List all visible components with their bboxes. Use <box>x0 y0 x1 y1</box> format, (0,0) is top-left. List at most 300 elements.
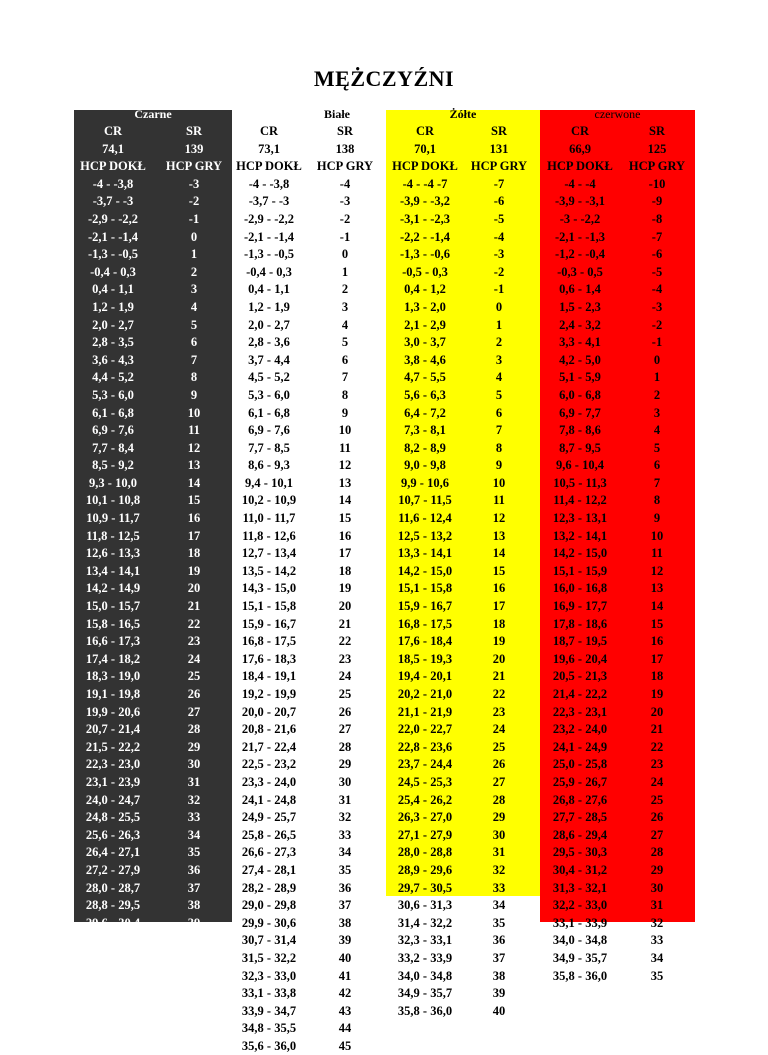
hcp-range-cell: 27,7 - 28,5 <box>552 810 608 825</box>
cr-header: CR <box>570 124 590 138</box>
playing-hcp-cell: 27 <box>187 704 201 719</box>
playing-hcp-cell: 1 <box>495 317 503 332</box>
hcp-range-cell: 24,1 - 24,9 <box>552 739 608 754</box>
hcp-range-cell: 3,7 - 4,4 <box>248 352 290 367</box>
hcp-range-cell: 13,2 - 14,1 <box>552 528 608 543</box>
hcp-range-column <box>540 123 620 985</box>
playing-hcp-cell: 2 <box>190 264 198 279</box>
hcp-range-cell: 26,3 - 27,0 <box>397 810 453 825</box>
hcp-range-cell: 5,3 - 6,0 <box>248 387 290 402</box>
course-rating-value: 73,1 <box>258 141 280 156</box>
hcp-range-cell: 16,9 - 17,7 <box>552 599 608 614</box>
playing-hcp-cell: 28 <box>338 739 352 754</box>
hcp-range-cell: -2,2 - -1,4 <box>400 229 450 244</box>
playing-hcp-cell: 30 <box>187 757 201 772</box>
playing-hcp-header: HCP GRY <box>316 159 374 174</box>
playing-hcp-cell: 14 <box>650 599 664 614</box>
hcp-range-cell: 30,6 - 31,3 <box>397 898 453 913</box>
playing-hcp-header: HCP GRY <box>628 159 686 174</box>
playing-hcp-cell: -2 <box>493 264 505 279</box>
playing-hcp-cell: 41 <box>338 968 352 983</box>
playing-hcp-cell: 23 <box>492 704 506 719</box>
playing-hcp-cell: 0 <box>341 247 349 262</box>
playing-hcp-cell: 29 <box>187 739 201 754</box>
playing-hcp-cell: 12 <box>492 511 506 526</box>
hcp-range-cell: 15,0 - 15,7 <box>85 599 141 614</box>
playing-hcp-cell: 26 <box>187 687 201 701</box>
tee-name: Żółte <box>449 107 477 121</box>
hcp-range-cell: 23,3 - 24,0 <box>241 774 297 789</box>
hcp-range-cell: 34,5 - 35,2 <box>85 1021 141 1036</box>
playing-hcp-cell: 18 <box>492 616 506 631</box>
playing-hcp-cell: 3 <box>495 352 503 367</box>
playing-hcp-cell: 9 <box>653 511 661 526</box>
playing-hcp-cell: 19 <box>187 563 201 578</box>
hcp-range-cell: -0,4 - 0,3 <box>246 264 292 279</box>
playing-hcp-cell: 4 <box>653 423 661 438</box>
playing-hcp-cell: 9 <box>190 387 198 402</box>
hcp-range-cell: 10,7 - 11,5 <box>398 493 452 508</box>
playing-hcp-cell: -3 <box>493 247 505 262</box>
playing-hcp-cell: 15 <box>650 616 664 631</box>
hcp-range-cell: 10,1 - 10,8 <box>85 493 141 508</box>
playing-hcp-cell: 35 <box>338 862 352 877</box>
hcp-range-cell: 17,6 - 18,3 <box>241 651 297 666</box>
hcp-range-cell: 18,5 - 19,3 <box>397 651 453 666</box>
hcp-range-cell: 26,6 - 27,3 <box>241 845 297 860</box>
playing-hcp-cell: 10 <box>338 423 352 438</box>
playing-hcp-cell: 3 <box>190 282 198 297</box>
playing-hcp-cell: 21 <box>187 599 201 614</box>
hcp-range-cell: 24,1 - 24,8 <box>241 792 297 807</box>
hcp-range-cell: 34,0 - 34,8 <box>552 933 608 948</box>
hcp-range-cell: -1,3 - -0,5 <box>88 247 138 262</box>
hcp-range-cell: 11,0 - 11,7 <box>242 511 296 526</box>
playing-hcp-cell: -3 <box>339 194 351 209</box>
hcp-range-cell: 25,0 - 25,8 <box>552 757 608 772</box>
playing-hcp-cell: 12 <box>338 458 352 473</box>
playing-hcp-cell: 15 <box>187 493 201 508</box>
hcp-range-cell: 29,0 - 29,8 <box>241 898 297 913</box>
playing-hcp-cell: -4 <box>339 176 351 191</box>
playing-hcp-cell: 31 <box>492 845 506 860</box>
hcp-range-cell: 32,2 - 33,0 <box>552 898 608 913</box>
playing-hcp-cell: 38 <box>187 898 201 913</box>
playing-hcp-cell: 19 <box>492 634 506 649</box>
hcp-range-cell: 2,0 - 2,7 <box>248 317 290 332</box>
playing-hcp-cell: 36 <box>492 933 506 948</box>
playing-hcp-cell: 13 <box>187 458 201 473</box>
playing-hcp-cell: 18 <box>338 563 352 578</box>
playing-hcp-cell: 22 <box>338 634 352 649</box>
playing-hcp-cell: 27 <box>650 827 664 842</box>
playing-hcp-cell: 15 <box>492 563 506 578</box>
hcp-range-cell: 10,9 - 11,7 <box>86 511 140 526</box>
hcp-range-cell: 24,8 - 25,5 <box>85 810 141 825</box>
hcp-range-cell: 34,0 - 34,8 <box>397 968 453 983</box>
hcp-range-cell: 11,8 - 12,5 <box>86 528 140 543</box>
hcp-range-cell: 23,1 - 23,9 <box>85 774 141 789</box>
yellow-tees-table <box>386 107 540 1018</box>
hcp-range-cell: 1,2 - 1,9 <box>248 299 290 314</box>
hcp-range-cell: 25,9 - 26,7 <box>552 774 608 789</box>
playing-hcp-cell: -2 <box>188 194 200 209</box>
playing-hcp-header: HCP GRY <box>165 159 223 174</box>
playing-hcp-cell: 16 <box>650 634 664 649</box>
hcp-range-cell: 14,2 - 14,9 <box>85 581 141 596</box>
playing-hcp-cell: 36 <box>338 880 352 895</box>
playing-hcp-cell: -4 <box>493 229 505 244</box>
hcp-range-cell: 19,4 - 20,1 <box>397 669 453 684</box>
hcp-range-cell: 13,3 - 14,1 <box>397 546 453 561</box>
sr-header: SR <box>186 124 202 138</box>
hcp-range-cell: 13,5 - 14,2 <box>241 563 297 578</box>
hcp-exact-header: HCP DOKŁ <box>236 159 302 174</box>
hcp-range-cell: 11,6 - 12,4 <box>398 511 452 526</box>
red-tees-table <box>540 107 695 983</box>
hcp-range-cell: 21,4 - 22,2 <box>552 687 608 701</box>
hcp-range-cell: -3,1 - -2,3 <box>400 211 450 226</box>
hcp-exact-header: HCP DOKŁ <box>392 159 458 174</box>
playing-hcp-cell: 45 <box>187 1021 201 1036</box>
playing-hcp-cell: -1 <box>188 211 200 226</box>
hcp-exact-header: HCP DOKŁ <box>547 159 613 174</box>
playing-hcp-cell: 40 <box>492 1003 506 1018</box>
hcp-range-cell: 34,9 - 35,7 <box>397 986 453 1001</box>
playing-hcp-cell: 13 <box>338 475 352 490</box>
hcp-range-cell: 13,4 - 14,1 <box>85 563 141 578</box>
playing-hcp-cell: 40 <box>338 950 352 965</box>
hcp-range-cell: 0,6 - 1,4 <box>559 282 601 297</box>
hcp-range-cell: 6,1 - 6,8 <box>92 405 134 420</box>
playing-hcp-cell: 46 <box>187 1038 201 1053</box>
playing-hcp-cell: 23 <box>650 757 664 772</box>
white-tees-table <box>232 107 386 1053</box>
hcp-range-cell: 16,6 - 17,3 <box>85 634 141 649</box>
hcp-range-cell: 34,9 - 35,7 <box>552 950 608 965</box>
playing-hcp-cell: 39 <box>338 933 352 948</box>
playing-hcp-cell: 45 <box>338 1038 352 1053</box>
playing-hcp-cell: 16 <box>187 511 201 526</box>
hcp-range-cell: 11,4 - 12,2 <box>553 493 607 508</box>
playing-hcp-cell: 27 <box>338 722 352 737</box>
playing-hcp-cell: 39 <box>187 915 201 930</box>
hcp-range-cell: 7,7 - 8,4 <box>92 440 134 455</box>
hcp-range-cell: 15,1 - 15,8 <box>241 599 297 614</box>
hcp-range-cell: 30,4 - 31,2 <box>552 862 608 877</box>
playing-hcp-cell: 4 <box>341 317 349 332</box>
hcp-range-cell: 30,5 - 31,2 <box>85 933 141 948</box>
hcp-range-cell: -1,2 - -0,4 <box>555 247 605 262</box>
playing-hcp-cell: -10 <box>648 176 666 191</box>
playing-hcp-cell: 10 <box>650 528 664 543</box>
hcp-range-cell: 33,1 - 33,9 <box>552 915 608 930</box>
playing-hcp-cell: 21 <box>492 669 506 684</box>
hcp-range-cell: 2,8 - 3,5 <box>92 335 134 350</box>
hcp-range-cell: 16,8 - 17,5 <box>241 634 297 649</box>
hcp-range-cell: 10,5 - 11,3 <box>553 475 607 490</box>
playing-hcp-cell: 24 <box>492 722 506 737</box>
hcp-range-cell: 18,3 - 19,0 <box>85 669 141 684</box>
playing-hcp-cell: 35 <box>187 845 201 860</box>
hcp-range-cell: -0,3 - 0,5 <box>557 264 603 279</box>
playing-hcp-cell: -6 <box>493 194 505 209</box>
slope-rating-value: 139 <box>184 141 204 156</box>
playing-hcp-cell: 19 <box>650 687 664 701</box>
playing-hcp-cell: -5 <box>493 211 505 226</box>
playing-hcp-cell: -7 <box>651 229 663 244</box>
playing-hcp-cell: 28 <box>650 845 664 860</box>
sr-header: SR <box>491 124 507 138</box>
hcp-range-cell: 32,3 - 33,0 <box>241 968 297 983</box>
hcp-range-cell: 27,4 - 28,1 <box>241 862 297 877</box>
hcp-range-cell: 15,8 - 16,5 <box>85 616 141 631</box>
hcp-range-cell: 4,2 - 5,0 <box>559 352 601 367</box>
hcp-range-cell: 6,9 - 7,7 <box>559 405 601 420</box>
playing-hcp-cell: 19 <box>338 581 352 596</box>
playing-hcp-cell: 44 <box>187 1003 201 1018</box>
hcp-range-cell: 25,6 - 26,3 <box>85 827 141 842</box>
hcp-range-cell: 6,9 - 7,6 <box>92 423 134 438</box>
playing-hcp-cell: 17 <box>187 528 201 543</box>
playing-hcp-cell: 35 <box>492 915 506 930</box>
hcp-range-cell: -2,1 - -1,3 <box>555 229 605 244</box>
hcp-range-cell: 16,8 - 17,5 <box>397 616 453 631</box>
hcp-range-cell: -3,9 - -3,1 <box>555 194 605 209</box>
playing-hcp-cell: 34 <box>187 827 201 842</box>
playing-hcp-cell: 20 <box>650 704 664 719</box>
playing-hcp-cell: 38 <box>492 968 506 983</box>
hcp-range-cell: -2,1 - -1,4 <box>244 229 294 244</box>
playing-hcp-cell: 26 <box>492 757 506 772</box>
hcp-range-cell: 12,6 - 13,3 <box>85 546 141 561</box>
playing-hcp-cell: 0 <box>190 229 198 244</box>
hcp-range-column <box>232 123 306 1055</box>
playing-hcp-cell: 33 <box>187 810 201 825</box>
playing-hcp-cell: 1 <box>341 264 349 279</box>
playing-hcp-cell: 14 <box>338 493 352 508</box>
hcp-range-cell: 31,3 - 32,1 <box>552 880 608 895</box>
playing-hcp-cell: 33 <box>338 827 352 842</box>
playing-hcp-cell: 2 <box>495 335 503 350</box>
playing-hcp-header: HCP GRY <box>470 159 528 174</box>
playing-hcp-cell: 34 <box>650 950 664 965</box>
hcp-range-cell: 25,8 - 26,5 <box>241 827 297 842</box>
playing-hcp-cell: 14 <box>187 475 201 490</box>
hcp-range-cell: -1,3 - -0,5 <box>244 247 294 262</box>
hcp-range-cell: -3 - -2,2 <box>559 211 601 226</box>
hcp-range-cell: -0,5 - 0,3 <box>402 264 448 279</box>
hcp-range-cell: 9,3 - 10,0 <box>89 475 137 490</box>
hcp-range-cell: 5,6 - 6,3 <box>404 387 446 402</box>
tee-name: Białe <box>324 107 350 121</box>
hcp-range-cell: 4,4 - 5,2 <box>92 370 134 385</box>
hcp-range-cell: 32,3 - 33,1 <box>397 933 453 948</box>
hcp-range-cell: 32,1 - 32,8 <box>85 968 141 983</box>
slope-rating-value: 131 <box>489 141 509 156</box>
hcp-range-column <box>74 123 152 1055</box>
cr-header: CR <box>415 124 435 138</box>
hcp-range-cell: 32,9 - 33,6 <box>85 986 141 1001</box>
hcp-range-cell: 1,3 - 2,0 <box>404 299 446 314</box>
playing-hcp-cell: 9 <box>341 405 349 420</box>
hcp-range-cell: 26,8 - 27,6 <box>552 792 608 807</box>
playing-hcp-cell: 17 <box>650 651 664 666</box>
hcp-range-cell: 8,5 - 9,2 <box>92 458 134 473</box>
hcp-range-cell: 8,2 - 8,9 <box>404 440 446 455</box>
hcp-range-cell: 28,0 - 28,8 <box>397 845 453 860</box>
hcp-range-cell: 35,8 - 36,0 <box>552 968 608 983</box>
playing-hcp-cell: 12 <box>187 440 201 455</box>
playing-hcp-cell: 40 <box>187 933 201 948</box>
hcp-range-cell: 0,4 - 1,2 <box>404 282 446 297</box>
playing-hcp-cell: -3 <box>188 176 200 191</box>
hcp-range-cell: 3,0 - 3,7 <box>404 335 446 350</box>
hcp-range-cell: 4,5 - 5,2 <box>248 370 290 385</box>
playing-hcp-cell: 11 <box>188 423 200 438</box>
hcp-exact-header: HCP DOKŁ <box>80 159 146 174</box>
playing-hcp-cell: 16 <box>492 581 506 596</box>
playing-hcp-cell: 18 <box>650 669 664 684</box>
playing-hcp-cell: 23 <box>338 651 352 666</box>
playing-hcp-cell: 29 <box>650 862 664 877</box>
hcp-range-cell: 22,5 - 23,2 <box>241 757 297 772</box>
hcp-range-cell: 12,5 - 13,2 <box>397 528 453 543</box>
hcp-range-cell: 10,2 - 10,9 <box>241 493 297 508</box>
hcp-range-cell: 14,2 - 15,0 <box>552 546 608 561</box>
playing-hcp-cell: 14 <box>492 546 506 561</box>
hcp-range-cell: 28,6 - 29,4 <box>552 827 608 842</box>
course-rating-value: 74,1 <box>102 141 124 156</box>
hcp-range-cell: 24,0 - 24,7 <box>85 792 141 807</box>
hcp-range-cell: -3,7 - -3 <box>248 194 290 209</box>
playing-hcp-cell: 0 <box>495 299 503 314</box>
hcp-range-cell: 19,9 - 20,6 <box>85 704 141 719</box>
hcp-range-cell: 3,6 - 4,3 <box>92 352 134 367</box>
hcp-range-cell: 1,2 - 1,9 <box>92 299 134 314</box>
playing-hcp-cell: -1 <box>493 282 505 297</box>
playing-hcp-cell: 8 <box>653 493 661 508</box>
hcp-range-cell: 15,9 - 16,7 <box>397 599 453 614</box>
playing-hcp-cell: 32 <box>187 792 201 807</box>
playing-hcp-cell: 42 <box>338 986 352 1001</box>
hcp-range-cell: -4 - -3,8 <box>92 176 134 191</box>
hcp-range-cell: 20,5 - 21,3 <box>552 669 608 684</box>
playing-hcp-cell: 17 <box>492 599 506 614</box>
playing-hcp-cell: 7 <box>495 423 503 438</box>
hcp-range-cell: 5,1 - 5,9 <box>559 370 601 385</box>
hcp-range-cell: 9,6 - 10,4 <box>556 458 604 473</box>
hcp-range-cell: 17,8 - 18,6 <box>552 616 608 631</box>
hcp-range-cell: 19,1 - 19,8 <box>85 687 141 701</box>
playing-hcp-cell: 29 <box>338 757 352 772</box>
hcp-range-cell: -4 - -4 -7 <box>402 176 448 191</box>
playing-hcp-cell: 9 <box>495 458 503 473</box>
playing-hcp-cell: 31 <box>338 792 352 807</box>
playing-hcp-cell: 28 <box>492 792 506 807</box>
hcp-range-cell: 7,3 - 8,1 <box>404 423 446 438</box>
playing-hcp-cell: 34 <box>338 845 352 860</box>
slope-rating-value: 125 <box>647 141 667 156</box>
playing-hcp-cell: 37 <box>338 898 352 913</box>
hcp-range-cell: 29,5 - 30,3 <box>552 845 608 860</box>
playing-hcp-cell: 3 <box>653 405 661 420</box>
playing-hcp-cell: 20 <box>187 581 201 596</box>
playing-hcp-cell: 32 <box>650 915 664 930</box>
hcp-range-cell: 29,6 - 30,4 <box>85 915 141 930</box>
hcp-range-cell: 15,1 - 15,9 <box>552 563 608 578</box>
playing-hcp-cell: 21 <box>338 616 352 631</box>
playing-hcp-cell: 2 <box>653 387 661 402</box>
hcp-range-cell: -1,3 - -0,6 <box>400 247 450 262</box>
hcp-range-cell: 27,2 - 27,9 <box>85 862 141 877</box>
hcp-range-cell: 24,5 - 25,3 <box>397 774 453 789</box>
hcp-range-cell: 2,1 - 2,9 <box>404 317 446 332</box>
hcp-range-cell: 3,3 - 4,1 <box>559 335 601 350</box>
playing-hcp-cell: 11 <box>651 546 663 561</box>
hcp-range-cell: 31,3 - 32,0 <box>85 950 141 965</box>
playing-hcp-cell: 25 <box>187 669 201 684</box>
hcp-range-cell: 35,6 - 36,0 <box>241 1038 297 1053</box>
hcp-range-cell: -3,7 - -3 <box>92 194 134 209</box>
hcp-range-cell: 7,7 - 8,5 <box>248 440 290 455</box>
hcp-range-cell: 31,4 - 32,2 <box>397 915 453 930</box>
course-rating-value: 70,1 <box>414 141 436 156</box>
playing-hcp-cell: 31 <box>187 774 201 789</box>
hcp-range-cell: -2,1 - -1,4 <box>88 229 138 244</box>
slope-rating-value: 138 <box>335 141 355 156</box>
hcp-range-cell: 23,7 - 24,4 <box>397 757 453 772</box>
hcp-range-cell: 31,5 - 32,2 <box>241 950 297 965</box>
hcp-range-cell: 18,7 - 19,5 <box>552 634 608 649</box>
playing-hcp-cell: -4 <box>651 282 663 297</box>
hcp-range-cell: 34,8 - 35,5 <box>241 1021 297 1036</box>
playing-hcp-cell: 0 <box>653 352 661 367</box>
playing-hcp-cell: 6 <box>495 405 503 420</box>
playing-hcp-cell: 7 <box>190 352 198 367</box>
playing-hcp-cell: -5 <box>651 264 663 279</box>
playing-hcp-cell: 27 <box>492 774 506 789</box>
hcp-range-cell: 6,4 - 7,2 <box>404 405 446 420</box>
hcp-range-cell: 28,0 - 28,7 <box>85 880 141 895</box>
hcp-range-cell: 26,4 - 27,1 <box>85 845 141 860</box>
playing-hcp-cell: 43 <box>187 986 201 1001</box>
hcp-range-cell: -2,9 - -2,2 <box>88 211 138 226</box>
hcp-range-cell: 27,1 - 27,9 <box>397 827 453 842</box>
playing-hcp-cell: 24 <box>650 774 664 789</box>
playing-hcp-cell: 8 <box>495 440 503 455</box>
hcp-range-cell: 6,1 - 6,8 <box>248 405 290 420</box>
playing-hcp-cell: 44 <box>338 1021 352 1036</box>
hcp-range-cell: 28,9 - 29,6 <box>397 862 453 877</box>
playing-hcp-cell: 5 <box>495 387 503 402</box>
playing-hcp-cell: 16 <box>338 528 352 543</box>
playing-hcp-cell: 25 <box>492 739 506 754</box>
playing-hcp-cell: -9 <box>651 194 663 209</box>
hcp-range-cell: 20,8 - 21,6 <box>241 722 297 737</box>
playing-hcp-cell: 10 <box>492 475 506 490</box>
playing-hcp-cell: 36 <box>187 862 201 877</box>
playing-hcp-cell: 7 <box>653 475 661 490</box>
hcp-range-cell: 12,7 - 13,4 <box>241 546 297 561</box>
hcp-range-cell: -0,4 - 0,3 <box>90 264 136 279</box>
hcp-range-column <box>386 123 464 1020</box>
hcp-range-cell: 9,4 - 10,1 <box>245 475 293 490</box>
page-title: MĘŻCZYŹNI <box>313 66 455 91</box>
playing-hcp-cell: 43 <box>338 1003 352 1018</box>
hcp-range-cell: 0,4 - 1,1 <box>92 282 134 297</box>
playing-hcp-cell: 21 <box>650 722 664 737</box>
